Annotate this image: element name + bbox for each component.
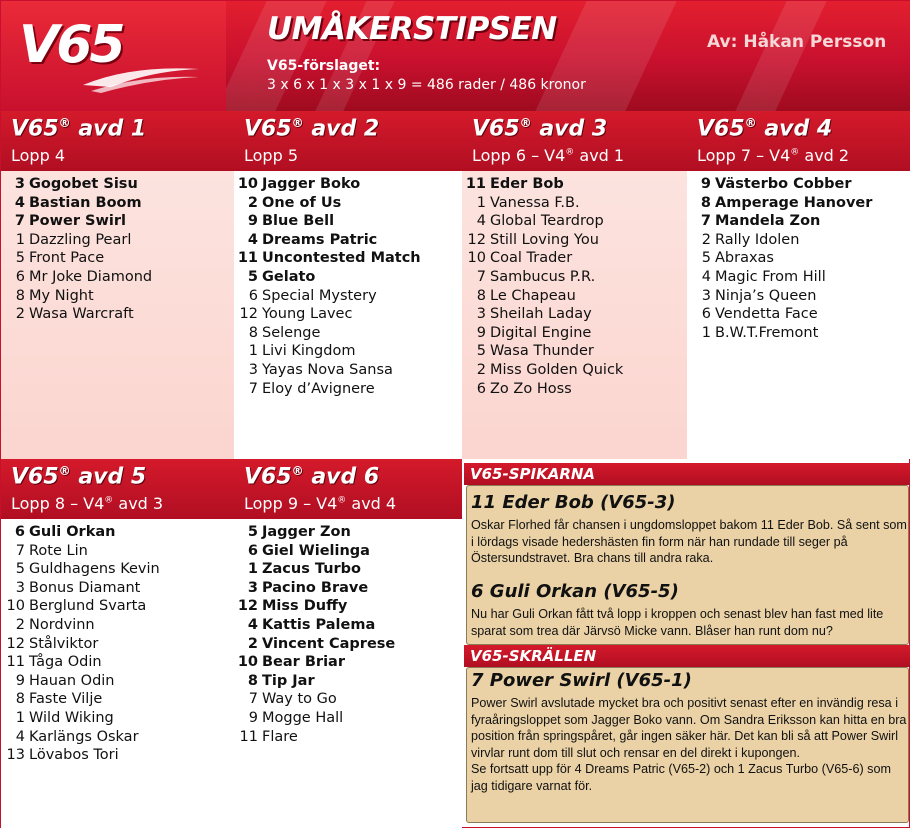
horse-row <box>234 381 462 400</box>
horse-row <box>687 195 910 214</box>
race-subtitle <box>244 494 396 513</box>
horse-name: Vendetta Face <box>715 306 818 323</box>
horse-number: 1 <box>15 709 25 726</box>
horse-name: Tåga Odin <box>29 654 102 671</box>
spikarna-heading: V65-SPIKARNA <box>470 465 596 483</box>
race-subtitle <box>244 146 298 165</box>
horse-name: Global Teardrop <box>490 213 604 230</box>
horse-name: My Night <box>29 287 94 304</box>
horse-row <box>234 580 462 599</box>
horse-number: 12 <box>6 635 25 652</box>
horse-swoosh-icon <box>81 63 201 93</box>
horse-number: 9 <box>700 176 711 192</box>
horse-number: 11 <box>465 176 486 192</box>
horse-row <box>234 343 462 362</box>
horse-name: Abraxas <box>715 250 774 267</box>
horse-number: 11 <box>6 654 25 671</box>
horse-row <box>462 195 687 214</box>
horse-number: 2 <box>247 635 258 652</box>
horse-number: 5 <box>476 343 486 360</box>
race-title <box>11 116 146 141</box>
registered-mark: ® <box>519 116 532 130</box>
page-title: UMÅKERSTIPSEN <box>267 11 557 47</box>
horse-name: Dazzling Pearl <box>29 231 132 248</box>
race-lopp: Lopp 4 <box>11 146 65 165</box>
horse-number: 7 <box>248 691 258 708</box>
spikarna-box <box>466 485 909 645</box>
horse-name: Uncontested Match <box>262 250 421 267</box>
horse-row <box>1 673 234 692</box>
race-lopp: Lopp 8 – V4 <box>11 494 105 513</box>
horse-row <box>1 250 234 269</box>
v65-logo <box>1 1 226 111</box>
horse-name: Mogge Hall <box>262 709 344 726</box>
registered-mark: ® <box>291 464 304 478</box>
horse-name: Nordvinn <box>29 616 95 633</box>
horse-name: Dreams Patric <box>262 231 378 248</box>
horse-number: 2 <box>476 361 486 378</box>
race-brand: V65 <box>11 464 59 490</box>
race-title <box>472 116 607 141</box>
horse-name: B.W.T.Fremont <box>715 324 819 341</box>
horse-name: Gelato <box>262 268 316 285</box>
horse-number: 13 <box>6 747 25 764</box>
horse-row <box>1 232 234 251</box>
race-header <box>1 459 234 519</box>
horse-name: Front Pace <box>29 250 105 267</box>
horse-number: 10 <box>237 654 258 671</box>
horse-name: Flare <box>262 728 298 745</box>
race-column-3 <box>462 111 687 459</box>
horse-name: Vincent Caprese <box>262 635 396 652</box>
horse-row <box>1 710 234 729</box>
horse-number: 7 <box>476 268 486 285</box>
horse-number: 8 <box>15 287 25 304</box>
horse-row <box>234 176 462 195</box>
horse-number: 7 <box>15 542 25 559</box>
skrallen-text: Power Swirl avslutade mycket bra och positivt senast efter en invändig resa i fyraåringsloppet som Jagger Boko vann. Om Sandra Eriksson kan hitta en bra position från springspåret, går ingen säker här. Det kan bli så att Power Swirl virvlar runt dom till slut och rensar en del direkt i kupongen. <box>471 696 907 760</box>
horse-number: 3 <box>701 287 711 304</box>
race-avd: avd 5 <box>78 464 147 490</box>
horse-row <box>462 288 687 307</box>
registered-mark: ® <box>58 464 71 478</box>
skrallen-text-2: Se fortsatt upp för 4 Dreams Patric (V65-2) och 1 Zacus Turbo (V65-6) som jag tidigare varnat för. <box>471 762 891 793</box>
race-title <box>697 116 832 141</box>
horse-name: Zo Zo Hoss <box>490 380 572 397</box>
race-v4-avd: avd 4 <box>351 494 397 513</box>
horse-name: Bear Briar <box>262 654 345 671</box>
horse-number: 1 <box>248 343 258 360</box>
horse-number: 12 <box>237 598 258 615</box>
horse-number: 2 <box>701 231 711 248</box>
horse-name: Bastian Boom <box>29 194 142 211</box>
horse-number: 3 <box>15 579 25 596</box>
horse-row <box>234 250 462 269</box>
race-header <box>1 111 234 171</box>
registered-mark: ® <box>104 495 114 506</box>
horse-row <box>1 598 234 617</box>
horse-number: 3 <box>14 176 25 192</box>
race-title <box>244 116 379 141</box>
header-banner <box>1 1 910 111</box>
horse-row <box>234 636 462 655</box>
horse-list <box>687 171 910 343</box>
horse-name: Kattis Palema <box>262 616 376 633</box>
registered-mark: ® <box>565 147 575 158</box>
race-lopp: Lopp 7 – V4 <box>697 146 791 165</box>
horse-number: 9 <box>248 709 258 726</box>
race-header <box>234 111 462 171</box>
race-lopp: Lopp 6 – V4 <box>472 146 566 165</box>
horse-number: 8 <box>247 672 258 689</box>
horse-row <box>234 598 462 617</box>
horse-name: Västerbo Cobber <box>715 176 852 192</box>
horse-name: Faste Vilje <box>29 691 103 708</box>
horse-row <box>234 561 462 580</box>
horse-name: Giel Wielinga <box>262 542 370 559</box>
skrallen-box <box>466 667 909 823</box>
horse-number: 8 <box>248 324 258 341</box>
horse-number: 5 <box>247 524 258 540</box>
race-subtitle <box>697 146 849 165</box>
skrallen-header <box>464 645 910 667</box>
horse-name: Gogobet Sisu <box>29 176 138 192</box>
logo-text: V65 <box>19 15 123 75</box>
horse-row <box>1 617 234 636</box>
horse-number: 7 <box>14 213 25 230</box>
horse-name: Eloy d’Avignere <box>262 380 375 397</box>
registered-mark: ® <box>337 495 347 506</box>
horse-name: Magic From Hill <box>715 268 826 285</box>
horse-number: 10 <box>467 250 486 267</box>
horse-number: 3 <box>248 361 258 378</box>
horse-number: 8 <box>15 691 25 708</box>
skrallen-title: 7 Power Swirl (V65-1) <box>471 670 692 691</box>
horse-row <box>1 213 234 232</box>
horse-row <box>462 250 687 269</box>
horse-list <box>1 171 234 325</box>
horse-row <box>1 524 234 543</box>
horse-list <box>234 519 462 747</box>
race-subtitle <box>472 146 624 165</box>
horse-number: 5 <box>15 250 25 267</box>
horse-name: Stålviktor <box>29 635 99 652</box>
horse-name: Blue Bell <box>262 213 335 230</box>
race-brand: V65 <box>472 116 520 142</box>
horse-name: Lövabos Tori <box>29 747 119 764</box>
horse-number: 6 <box>248 287 258 304</box>
horse-name: Wasa Thunder <box>490 343 594 360</box>
race-lopp: Lopp 9 – V4 <box>244 494 338 513</box>
horse-name: Vanessa F.B. <box>490 194 580 211</box>
horse-row <box>462 269 687 288</box>
horse-row <box>234 306 462 325</box>
horse-name: Karlängs Oskar <box>29 728 139 745</box>
horse-row <box>462 213 687 232</box>
forslag-label: V65-förslaget: <box>267 58 381 74</box>
race-header <box>687 111 910 171</box>
skrallen-heading: V65-SKRÄLLEN <box>470 647 597 665</box>
horse-number: 3 <box>247 579 258 596</box>
race-avd: avd 6 <box>311 464 380 490</box>
race-v4-avd: avd 3 <box>118 494 164 513</box>
horse-number: 1 <box>701 324 711 341</box>
horse-number: 12 <box>467 231 486 248</box>
race-v4-avd: avd 2 <box>804 146 850 165</box>
horse-row <box>1 636 234 655</box>
horse-row <box>234 617 462 636</box>
forslag-value: 3 x 6 x 1 x 3 x 1 x 9 = 486 rader / 486 kronor <box>267 77 586 93</box>
horse-row <box>234 729 462 748</box>
horse-row <box>234 232 462 251</box>
horse-row <box>1 580 234 599</box>
horse-name: One of Us <box>262 194 342 211</box>
spik-text-2: Nu har Guli Orkan fått två lopp i kroppen och senast blev han fast med lite sparat som trea där Järvsö Micke vann. Blåser han runt dom nu? <box>471 607 884 638</box>
registered-mark: ® <box>291 116 304 130</box>
race-header <box>462 111 687 171</box>
horse-row <box>234 362 462 381</box>
horse-name: Miss Duffy <box>262 598 348 615</box>
horse-number: 9 <box>476 324 486 341</box>
horse-row <box>687 306 910 325</box>
horse-row <box>234 691 462 710</box>
horse-row <box>462 306 687 325</box>
horse-number: 4 <box>15 728 25 745</box>
race-brand: V65 <box>244 464 292 490</box>
horse-number: 4 <box>247 231 258 248</box>
horse-row <box>234 543 462 562</box>
horse-number: 6 <box>701 306 711 323</box>
horse-number: 8 <box>476 287 486 304</box>
horse-name: Special Mystery <box>262 287 377 304</box>
horse-row <box>234 288 462 307</box>
horse-name: Jagger Zon <box>262 524 351 540</box>
registered-mark: ® <box>744 116 757 130</box>
horse-row <box>462 325 687 344</box>
horse-row <box>234 325 462 344</box>
horse-row <box>687 325 910 344</box>
horse-name: Tip Jar <box>262 672 315 689</box>
horse-name: Amperage Hanover <box>715 194 873 211</box>
horse-row <box>1 269 234 288</box>
author: Av: Håkan Persson <box>707 32 887 52</box>
horse-number: 9 <box>15 672 25 689</box>
horse-name: Ninja’s Queen <box>715 287 817 304</box>
horse-name: Digital Engine <box>490 324 592 341</box>
race-avd: avd 4 <box>764 116 833 142</box>
race-brand: V65 <box>697 116 745 142</box>
horse-row <box>234 195 462 214</box>
horse-name: Le Chapeau <box>490 287 576 304</box>
horse-number: 4 <box>476 213 486 230</box>
horse-name: Young Lavec <box>262 306 353 323</box>
race-column-1 <box>1 111 234 459</box>
race-brand: V65 <box>11 116 59 142</box>
horse-row <box>1 747 234 766</box>
race-subtitle <box>11 494 163 513</box>
horse-row <box>1 288 234 307</box>
horse-name: Sheilah Laday <box>490 306 592 323</box>
horse-number: 6 <box>476 380 486 397</box>
horse-list <box>462 171 687 399</box>
horse-list <box>234 171 462 399</box>
horse-name: Hauan Odin <box>29 672 115 689</box>
horse-number: 6 <box>15 268 25 285</box>
race-column-6 <box>234 459 462 829</box>
horse-name: Power Swirl <box>29 213 126 230</box>
horse-row <box>1 654 234 673</box>
race-column-2 <box>234 111 462 459</box>
race-avd: avd 1 <box>78 116 147 142</box>
race-header <box>234 459 462 519</box>
horse-number: 12 <box>239 306 258 323</box>
horse-row <box>234 654 462 673</box>
spik-title-2: 6 Guli Orkan (V65-5) <box>471 581 679 602</box>
horse-name: Jagger Boko <box>262 176 361 192</box>
horse-row <box>462 176 687 195</box>
horse-row <box>234 524 462 543</box>
horse-name: Berglund Svarta <box>29 598 147 615</box>
spikarna-header <box>464 463 910 485</box>
horse-name: Yayas Nova Sansa <box>262 361 393 378</box>
horse-row <box>234 710 462 729</box>
race-title <box>244 464 379 489</box>
horse-row <box>1 176 234 195</box>
horse-number: 5 <box>247 268 258 285</box>
horse-number: 11 <box>237 250 258 267</box>
horse-name: Rally Idolen <box>715 231 800 248</box>
horse-number: 4 <box>14 194 25 211</box>
horse-row <box>462 232 687 251</box>
horse-name: Mandela Zon <box>715 213 821 230</box>
registered-mark: ® <box>790 147 800 158</box>
horse-number: 2 <box>15 616 25 633</box>
horse-row <box>462 381 687 400</box>
race-v4-avd: avd 1 <box>579 146 625 165</box>
race-subtitle <box>11 146 65 165</box>
horse-name: Miss Golden Quick <box>490 361 624 378</box>
horse-number: 2 <box>247 194 258 211</box>
horse-name: Zacus Turbo <box>262 561 362 578</box>
horse-row <box>687 232 910 251</box>
horse-row <box>1 691 234 710</box>
horse-name: Selenge <box>262 324 321 341</box>
horse-row <box>687 250 910 269</box>
horse-number: 4 <box>701 268 711 285</box>
horse-number: 2 <box>15 306 25 323</box>
horse-name: Livi Kingdom <box>262 343 356 360</box>
horse-number: 1 <box>476 194 486 211</box>
horse-name: Rote Lin <box>29 542 88 559</box>
horse-number: 1 <box>15 231 25 248</box>
horse-list <box>1 519 234 766</box>
horse-name: Wild Wiking <box>29 709 114 726</box>
race-title <box>11 464 146 489</box>
race-column-4 <box>687 111 910 459</box>
horse-row <box>687 288 910 307</box>
horse-row <box>1 561 234 580</box>
horse-row <box>462 362 687 381</box>
horse-row <box>462 343 687 362</box>
race-avd: avd 2 <box>311 116 380 142</box>
horse-name: Guli Orkan <box>29 524 116 540</box>
horse-row <box>1 306 234 325</box>
horse-row <box>234 673 462 692</box>
horse-name: Still Loving You <box>490 231 599 248</box>
horse-number: 10 <box>6 598 25 615</box>
horse-number: 5 <box>701 250 711 267</box>
horse-row <box>687 269 910 288</box>
spik-text-1: Oskar Florhed får chansen i ungdomsloppet bakom 11 Eder Bob. Så sent som i lördags visade hedershästen fin form när han rundade till seger på Östersundstravet. Bra chans till andra raka. <box>471 518 907 566</box>
horse-number: 7 <box>248 380 258 397</box>
horse-name: Guldhagens Kevin <box>29 561 160 578</box>
horse-number: 8 <box>700 194 711 211</box>
race-avd: avd 3 <box>539 116 608 142</box>
race-column-5 <box>1 459 234 829</box>
spik-title-1: 11 Eder Bob (V65-3) <box>471 492 676 513</box>
horse-name: Wasa Warcraft <box>29 306 134 323</box>
horse-number: 6 <box>14 524 25 540</box>
horse-number: 1 <box>247 561 258 578</box>
race-lopp: Lopp 5 <box>244 146 298 165</box>
horse-number: 11 <box>239 728 258 745</box>
horse-name: Coal Trader <box>490 250 573 267</box>
horse-number: 7 <box>700 213 711 230</box>
horse-name: Mr Joke Diamond <box>29 268 153 285</box>
registered-mark: ® <box>58 116 71 130</box>
horse-name: Eder Bob <box>490 176 564 192</box>
horse-number: 6 <box>247 542 258 559</box>
race-brand: V65 <box>244 116 292 142</box>
horse-number: 3 <box>476 306 486 323</box>
horse-row <box>1 729 234 748</box>
horse-number: 10 <box>237 176 258 192</box>
horse-name: Sambucus P.R. <box>490 268 596 285</box>
horse-row <box>1 543 234 562</box>
horse-row <box>687 176 910 195</box>
horse-name: Pacino Brave <box>262 579 369 596</box>
horse-number: 4 <box>247 616 258 633</box>
horse-row <box>1 195 234 214</box>
horse-row <box>234 213 462 232</box>
horse-row <box>687 213 910 232</box>
horse-number: 5 <box>15 561 25 578</box>
horse-row <box>234 269 462 288</box>
horse-name: Bonus Diamant <box>29 579 141 596</box>
horse-name: Way to Go <box>262 691 337 708</box>
horse-number: 9 <box>247 213 258 230</box>
